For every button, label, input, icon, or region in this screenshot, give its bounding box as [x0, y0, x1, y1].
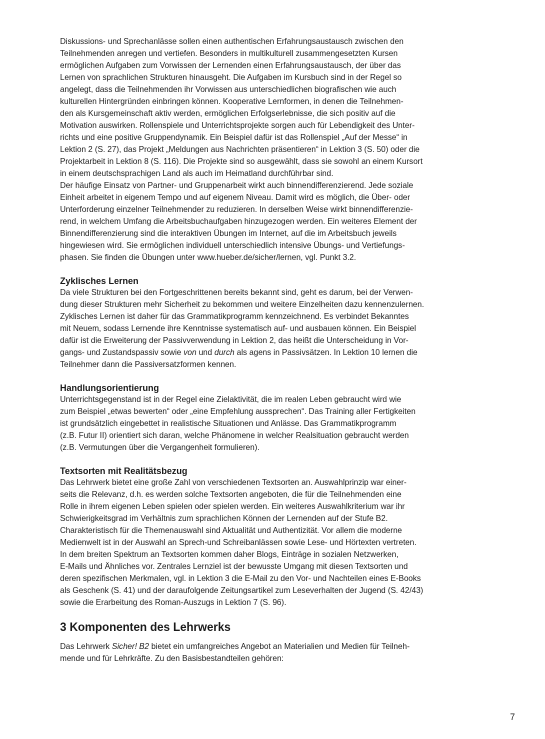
intro-line-18: hingewiesen wird. Sie ermöglichen individuell unterschiedlich intensive Übungs- und Vertiefungs-	[60, 241, 405, 250]
zyklisch-line-6: gangs- und Zustandspassiv sowie von und durch als agens in Passivsätzen. In Lektion 10 lernen die	[60, 348, 418, 357]
handlung-line-3: ist grundsätzlich eingebettet in realistische Situationen und Anlässe. Das Grammatikprogramm	[60, 419, 397, 428]
intro-line-11: Projektarbeit in Lektion 8 (S. 116). Die Projekte sind so ausgewählt, dass sie sowohl an einem Kursort	[60, 157, 423, 166]
intro-line-2: Teilnehmenden anregen und vertiefen. Besonders in multikulturell zusammengesetzten Kursen	[60, 49, 398, 58]
textsorten-line-11: sowie die Erarbeitung des Roman-Auszugs in Lektion 7 (S. 96).	[60, 598, 287, 607]
komponenten-line-2: mende und für Lehrkräfte. Zu den Basisbestandteilen gehören:	[60, 654, 284, 663]
komponenten-paragraph	[60, 641, 486, 665]
textsorten-line-9: deren spezifischen Merkmalen, vgl. in Lektion 3 die E-Mail zu den Vor- und Nachteilen eines E-Books	[60, 574, 421, 583]
intro-line-5: angelegt, dass die Teilnehmenden ihr Vorwissen aus unterschiedlichen biografischen wie auch	[60, 85, 397, 94]
handlung-line-5: (z.B. Vermutungen über die Vergangenheit formulieren).	[60, 443, 260, 452]
zyklisch-line-4: mit Neuem, sodass Lernende ihre Kenntnisse systematisch auf- und ausbauen können. Ein Beispiel	[60, 324, 417, 333]
intro-line-15: Unterforderung einzelner Teilnehmender zu reduzieren. In derselben Weise wirkt binnendifferenzie-	[60, 205, 413, 214]
intro-line-19: phasen. Sie finden die Übungen unter www.hueber.de/sicher/lernen, vgl. Punkt 3.2.	[60, 253, 357, 262]
page-number: 7	[509, 712, 515, 722]
zyklisch-line-7: Teilnehmer dann die Passiversatzformen kennen.	[60, 360, 237, 369]
intro-line-10: Lektion 2 (S. 27), das Projekt „Meldungen aus Nachrichten präsentieren“ in Lektion 3 (S. 50) oder die	[60, 145, 420, 154]
textsorten-line-3: Rolle in ihrem eigenen Leben spielen oder spielen werden. Ein weiteres Auswahlkriterium war ihr	[60, 502, 405, 511]
intro-line-9: richts und eine positive Gruppendynamik. Ein Beispiel dafür ist das Rollenspiel „Auf der Messe“ in	[60, 133, 408, 142]
textsorten-line-10: als Geschenk (S. 41) und der daraufolgende Zeitungsartikel zum Leseverhalten der Jugend (S. 42/43)	[60, 586, 424, 595]
document-page	[60, 36, 486, 665]
intro-line-16: rend, in welchem Umfang die Arbeitsbuchaufgaben hinzugezogen werden. Ein weiteres Element der	[60, 217, 417, 226]
textsorten-line-7: In dem breiten Spektrum an Textsorten kommen daher Blogs, Einträge in sozialen Netzwerken,	[60, 550, 399, 559]
zyklisch-line-3: Zyklisches Lernen ist daher für das Grammatikprogramm kennzeichnend. Es verbindet Bekanntes	[60, 312, 409, 321]
textsorten-line-1: Das Lehrwerk bietet eine große Zahl von verschiedenen Textsorten an. Auswahlprinzip war einer-	[60, 478, 407, 487]
intro-line-3: ermöglichen Aufgaben zum Vorwissen der Lernenden einen Erfahrungsaustausch, der über das	[60, 61, 401, 70]
heading-komponenten: 3 Komponenten des Lehrwerks	[60, 622, 231, 634]
handlung-line-2: zum Beispiel „etwas bewerten“ oder „eine Empfehlung aussprechen“. Das Training aller Fertigkeiten	[60, 407, 416, 416]
intro-line-12: in einem deutschsprachigen Land als auch im Heimatland durchführbar sind.	[60, 169, 334, 178]
intro-paragraph	[60, 36, 486, 264]
intro-line-7: den als Kursgemeinschaft aktiv werden, ermöglichen Erfolgserlebnisse, die sich positiv auf die	[60, 109, 396, 118]
intro-line-6: kulturellen Hintergründen einbringen können. Kooperative Lernformen, in denen die Teilnehmen-	[60, 97, 404, 106]
intro-line-4: Lernen von sprachlichen Strukturen hinausgeht. Die Aufgaben im Kursbuch sind in der Regel so	[60, 73, 402, 82]
zyklisches-lernen-paragraph	[60, 287, 486, 371]
komponenten-line-1: Das Lehrwerk Sicher! B2 bietet ein umfangreiches Angebot an Materialien und Medien für Teilneh-	[60, 642, 410, 651]
heading-zyklisches-lernen: Zyklisches Lernen	[60, 276, 139, 286]
zyklisch-line-2: dung dieser Strukturen mehr Sicherheit zu bekommen und weitere Einzelheiten dazu kennenzulernen.	[60, 300, 425, 309]
intro-line-14: Einheit arbeitet in eigenem Tempo und auf eigenem Niveau. Damit wird es möglich, die Über- oder	[60, 193, 411, 202]
textsorten-line-6: Medienwelt ist in der Auswahl an Sprech-und Schreibanlässen sowie Lese- und Hörtexten vertreten.	[60, 538, 417, 547]
intro-line-13: Der häufige Einsatz von Partner- und Gruppenarbeit wirkt auch binnendifferenzierend. Jede soziale	[60, 181, 414, 190]
textsorten-line-8: E-Mails und Ähnliches vor. Zentrales Lernziel ist der bewusste Umgang mit diesen Textsorten und	[60, 562, 408, 571]
handlung-line-1: Unterrichtsgegenstand ist in der Regel eine Zielaktivität, die im realen Leben gebraucht wird wie	[60, 395, 402, 404]
intro-line-1: Diskussions- und Sprechanlässe sollen einen authentischen Erfahrungsaustausch zwischen den	[60, 37, 404, 46]
handlung-line-4: (z.B. Futur II) orientiert sich daran, welche Phänomene in welcher Realsituation gebraucht werden	[60, 431, 409, 440]
heading-textsorten: Textsorten mit Realitätsbezug	[60, 466, 188, 476]
handlungsorientierung-paragraph	[60, 394, 486, 454]
zyklisch-line-1: Da viele Strukturen bei den Fortgeschrittenen bereits bekannt sind, geht es darum, bei der Verwen-	[60, 288, 413, 297]
textsorten-line-4: Schwierigkeitsgrad im Verhältnis zum sprachlichen Können der Lernenden auf der Stufe B2.	[60, 514, 388, 523]
intro-line-8: Motivation auswirken. Rollenspiele und Unterrichtsprojekte sorgen auch für Lebendigkeit des Unter-	[60, 121, 415, 130]
textsorten-line-5: Charakteristisch für die Themenauswahl sind Aktualität und Authentizität. Vor allem die moderne	[60, 526, 403, 535]
textsorten-paragraph	[60, 477, 486, 609]
zyklisch-line-5: dafür ist die Erweiterung der Passivverwendung in Lektion 2, das heißt die Unterscheidung in Vor-	[60, 336, 409, 345]
intro-line-17: Binnendifferenzierung sind die interaktiven Übungen im Internet, auf die im Arbeitsbuch jeweils	[60, 229, 397, 238]
textsorten-line-2: seits die Relevanz, d.h. es werden solche Textsorten angeboten, die für die Teilnehmenden eine	[60, 490, 402, 499]
heading-handlungsorientierung: Handlungsorientierung	[60, 383, 159, 393]
